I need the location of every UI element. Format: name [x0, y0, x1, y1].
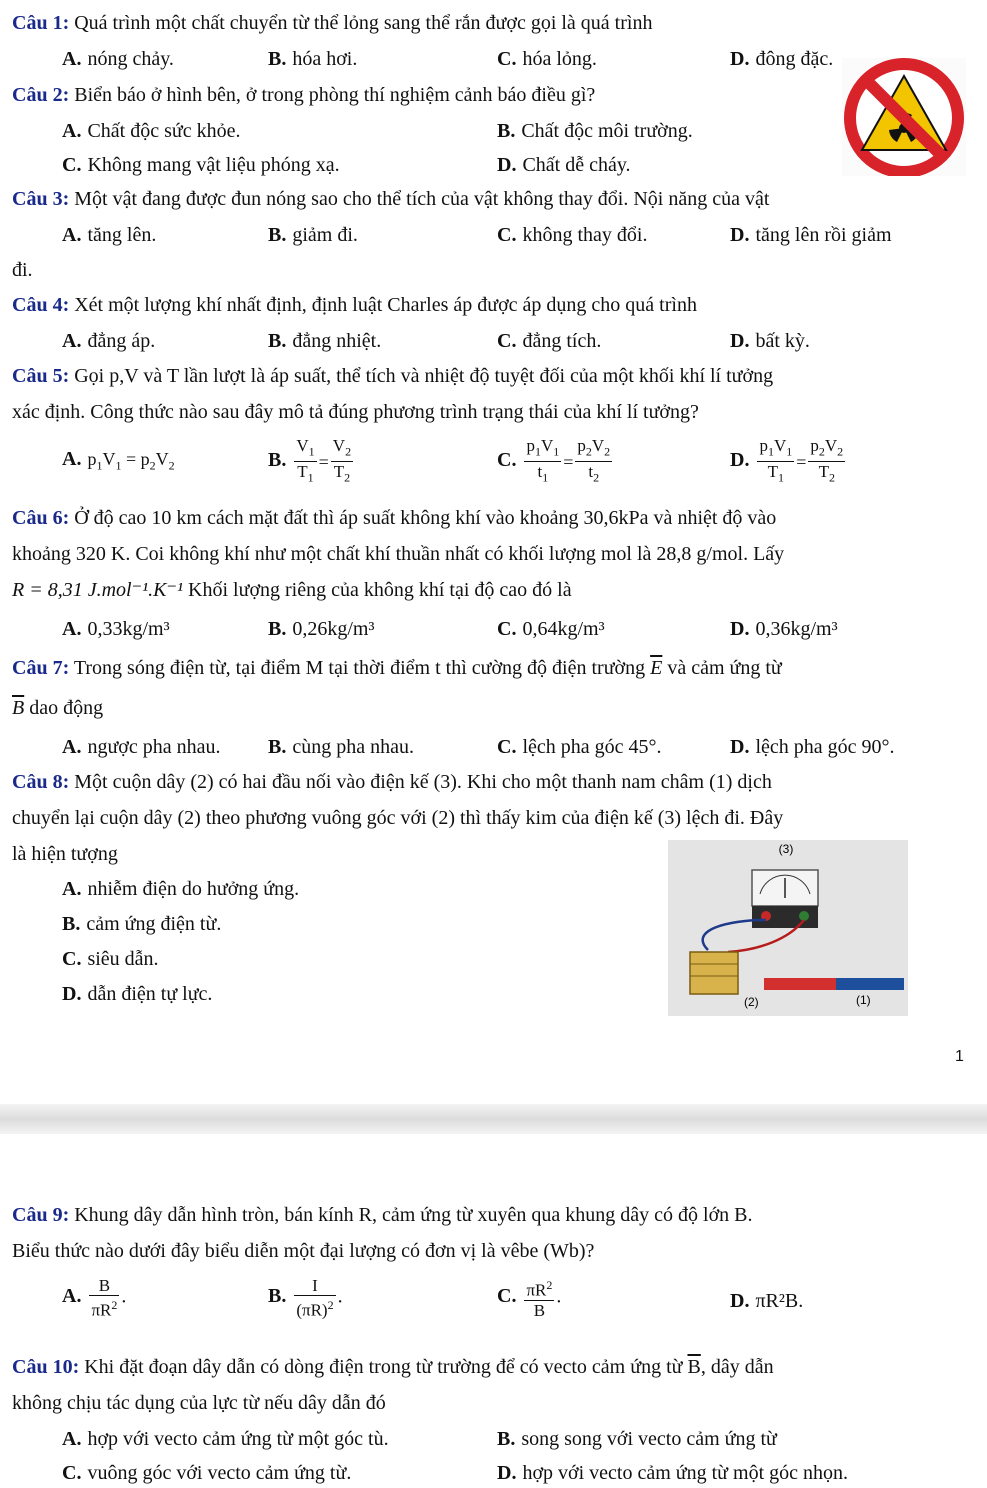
q10-option-b[interactable]: B. song song với vecto cảm ứng từ [497, 1428, 777, 1450]
q4-option-a[interactable]: A. đẳng áp. [62, 330, 156, 352]
q3-continuation: đi. [12, 259, 33, 281]
q2-option-a[interactable]: A. Chất độc sức khỏe. [62, 120, 241, 142]
q9-stem-line1: Câu 9: Khung dây dẫn hình tròn, bán kính R, cảm ứng từ xuyên qua khung dây có độ lớn B. [12, 1204, 753, 1226]
q4-option-d[interactable]: D. bất kỳ. [730, 330, 810, 352]
q10-stem-line2: không chịu tác dụng của lực từ nếu dây dẫn đó [12, 1392, 386, 1414]
q4-option-c[interactable]: C. đẳng tích. [497, 330, 602, 352]
q9-stem-line2: Biểu thức nào dưới đây biểu diễn một đại lượng có đơn vị là vêbe (Wb)? [12, 1240, 595, 1262]
q1-label: Câu 1: [12, 12, 70, 34]
q2-option-b[interactable]: B. Chất độc môi trường. [497, 120, 693, 142]
q10-option-d[interactable]: D. hợp với vecto cảm ứng từ một góc nhọn. [497, 1462, 849, 1484]
q8-option-d[interactable]: D. dẫn điện tự lực. [62, 983, 213, 1005]
fig-label-1: (1) [856, 993, 871, 1007]
q5-stem-line1: Câu 5: Gọi p,V và T lần lượt là áp suất, thể tích và nhiệt độ tuyệt đối của một khối khí lí tưởng [12, 365, 774, 387]
q10-stem-line1: Câu 10: Khi đặt đoạn dây dẫn có dòng điện trong từ trường để có vecto cảm ứng từ $\overline{B}$, dây dẫn [12, 1356, 774, 1378]
q10-option-a[interactable]: A. hợp với vecto cảm ứng từ một góc tù. [62, 1428, 389, 1450]
q5-stem-line2: xác định. Công thức nào sau đây mô tả đúng phương trình trạng thái của khí lí tưởng? [12, 401, 699, 423]
q3-option-d[interactable]: D. tăng lên rồi giảm [730, 224, 892, 246]
q5-option-a[interactable]: A. $p_1V_1 = p_2V_2$ [62, 448, 175, 473]
q6-option-c[interactable]: C. 0,64kg/m³ [497, 618, 605, 640]
q5-option-d[interactable]: D. $\frac{p_1V_1}{T_1}$ = $\frac{p_2V_2}{T_2}$ [730, 436, 844, 485]
q7-option-a[interactable]: A. ngược pha nhau. [62, 736, 221, 758]
q4-option-b[interactable]: B. đẳng nhiệt. [268, 330, 382, 352]
q7-option-c[interactable]: C. lệch pha góc 45°. [497, 736, 662, 758]
q6-option-d[interactable]: D. 0,36kg/m³ [730, 618, 838, 640]
q8-stem-line1: Câu 8: Một cuộn dây (2) có hai đầu nối vào điện kế (3). Khi cho một thanh nam châm (1) dịch [12, 771, 772, 793]
q4-stem: Câu 4: Xét một lượng khí nhất định, định luật Charles áp được áp dụng cho quá trình [12, 294, 697, 316]
q9-option-c[interactable]: C. $\frac{\pi R^2}{B}$ . [497, 1278, 562, 1320]
q8-stem-line3: là hiện tượng [12, 843, 118, 865]
no-radiation-sign-icon [842, 58, 966, 176]
q10-option-c[interactable]: C. vuông góc với vecto cảm ứng từ. [62, 1462, 352, 1484]
q1-option-a[interactable]: A. nóng chảy. [62, 48, 174, 70]
q1-stem [12, 10, 652, 36]
page-break-divider [0, 1104, 987, 1134]
q7-stem-line1: Câu 7: Trong sóng điện từ, tại điểm M tại thời điểm t thì cường độ điện trường $\overline{E}$ và cảm ứng từ [12, 657, 782, 679]
q8-option-b[interactable]: B. cảm ứng điện từ. [62, 913, 222, 935]
q6-stem-line3: R = 8,31 J.mol⁻¹.K⁻¹ Khối lượng riêng của không khí tại độ cao đó là [12, 579, 572, 601]
q6-option-a[interactable]: A. 0,33kg/m³ [62, 618, 170, 640]
q2-stem: Câu 2: Biển báo ở hình bên, ở trong phòng thí nghiệm cảnh báo điều gì? [12, 84, 596, 106]
q3-option-a[interactable]: A. tăng lên. [62, 224, 157, 246]
q7-option-b[interactable]: B. cùng pha nhau. [268, 736, 414, 758]
fig-label-3: (3) [778, 842, 794, 856]
q8-option-a[interactable]: A. nhiễm điện do hưởng ứng. [62, 878, 300, 900]
q3-option-b[interactable]: B. giảm đi. [268, 224, 358, 246]
q6-stem-line1: Câu 6: Ở độ cao 10 km cách mặt đất thì áp suất không khí vào khoảng 30,6kPa và nhiệt độ vào [12, 507, 777, 529]
q9-option-a[interactable]: A. $\frac{B}{\pi R^2}$ . [62, 1276, 127, 1320]
q8-option-c[interactable]: C. siêu dẫn. [62, 948, 159, 970]
q8-stem-line2: chuyển lại cuộn dây (2) theo phương vuông góc với (2) thì thấy kim của điện kế (3) lệch đi. Đây [12, 807, 784, 829]
q6-option-b[interactable]: B. 0,26kg/m³ [268, 618, 375, 640]
q6-stem-line2: khoảng 320 K. Coi không khí như một chất khí thuần nhất có khối lượng mol là 28,8 g/mol. Lấy [12, 543, 785, 565]
fig-label-2: (2) [744, 995, 759, 1009]
galvanometer-experiment-figure [668, 840, 908, 1016]
q2-option-d[interactable]: D. Chất dễ cháy. [497, 154, 631, 176]
page-number: 1 [955, 1048, 964, 1065]
q1-option-c[interactable]: C. hóa lỏng. [497, 48, 597, 70]
q9-option-b[interactable]: B. $\frac{I}{(\pi R)^2}$ . [268, 1276, 343, 1320]
q2-option-c[interactable]: C. Không mang vật liệu phóng xạ. [62, 154, 340, 176]
q7-option-d[interactable]: D. lệch pha góc 90°. [730, 736, 895, 758]
q3-stem: Câu 3: Một vật đang được đun nóng sao cho thể tích của vật không thay đổi. Nội năng của vật [12, 188, 770, 210]
q5-option-b[interactable]: B. $\frac{V_1}{T_1}$ = $\frac{V_2}{T_2}$ [268, 436, 352, 485]
q5-option-c[interactable]: C. $\frac{p_1V_1}{t_1}$ = $\frac{p_2V_2}{t_2}$ [497, 436, 611, 485]
q1-text: Quá trình một chất chuyển từ thể lỏng sang thể rắn được gọi là quá trình [74, 12, 653, 34]
q9-option-d[interactable]: D. πR²B. [730, 1290, 804, 1312]
q3-option-c[interactable]: C. không thay đổi. [497, 224, 648, 246]
q1-option-b[interactable]: B. hóa hơi. [268, 48, 358, 70]
q1-option-d[interactable]: D. đông đặc. [730, 48, 834, 70]
q7-stem-line2: $\overline{B}$ dao động [12, 697, 104, 719]
